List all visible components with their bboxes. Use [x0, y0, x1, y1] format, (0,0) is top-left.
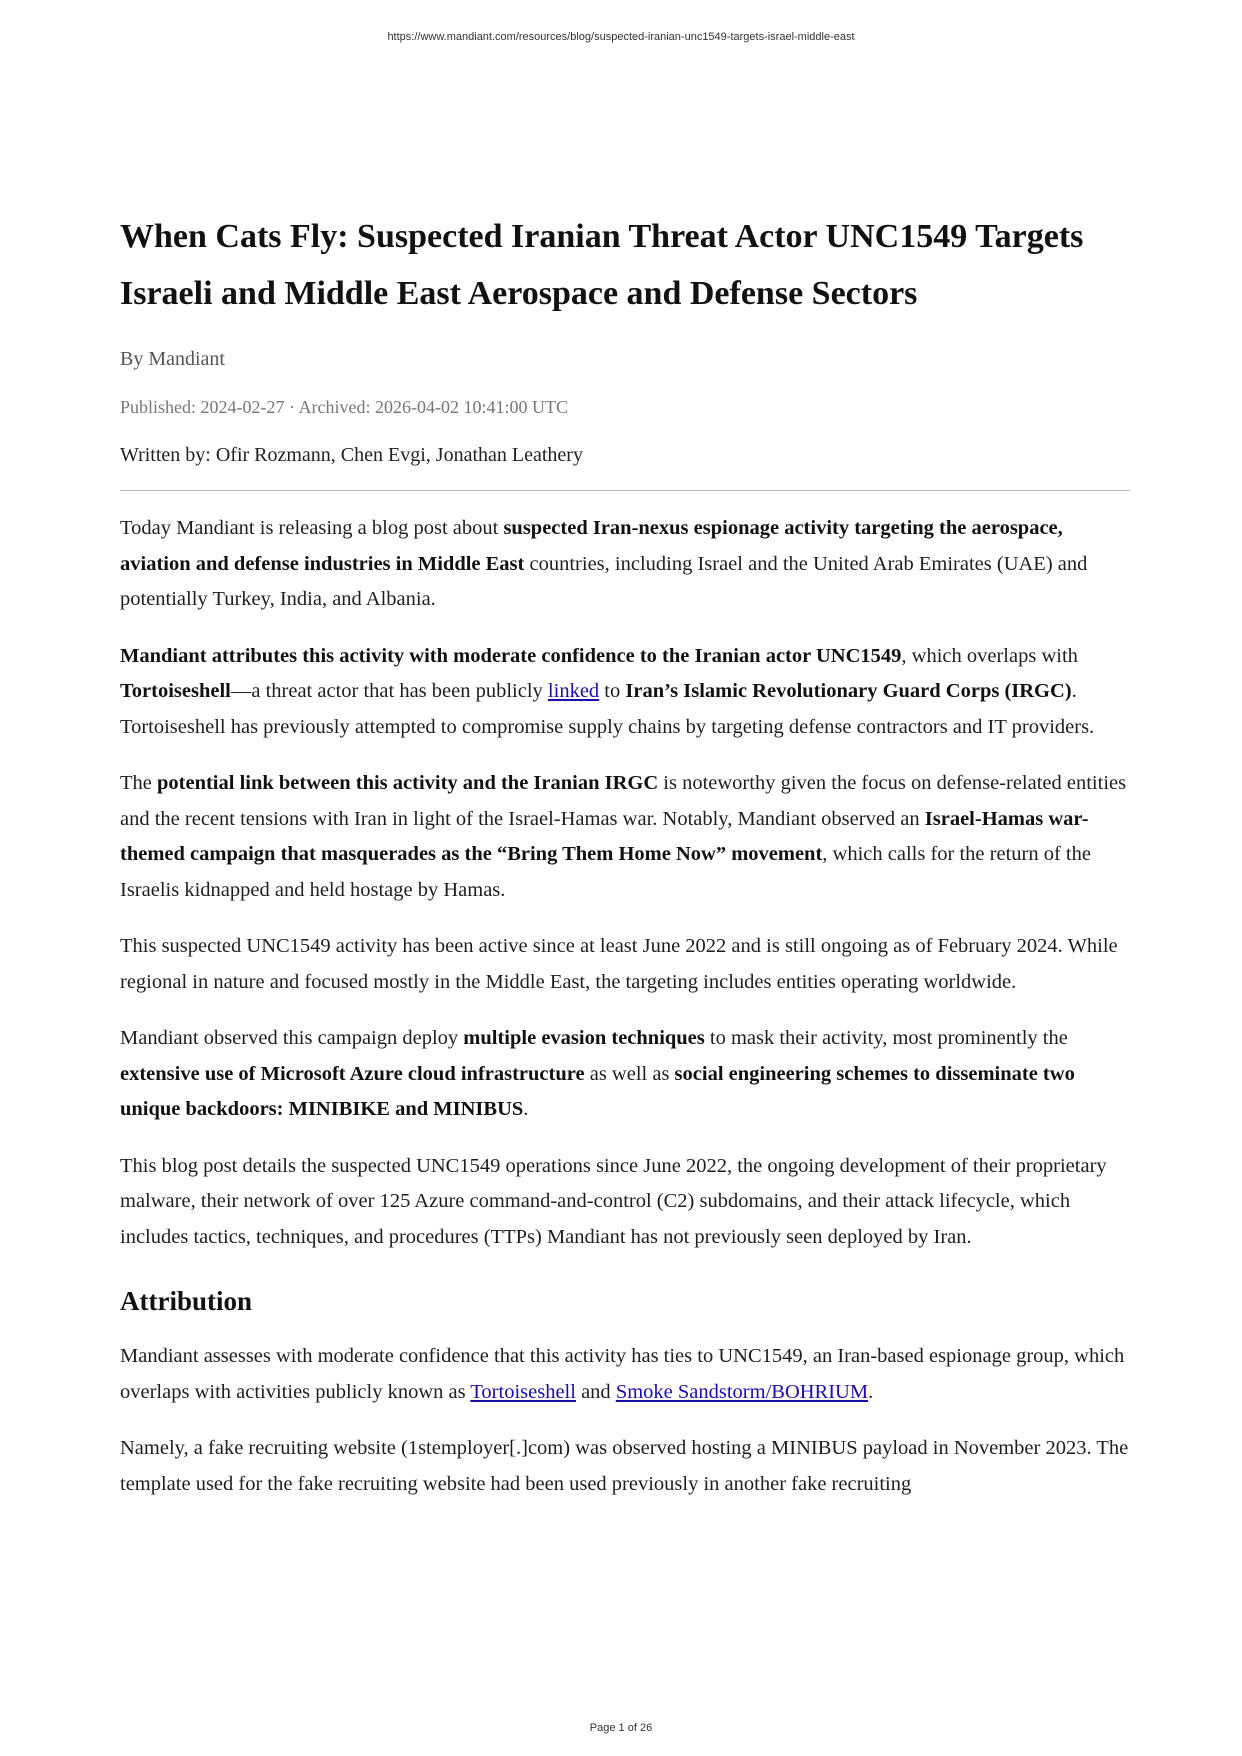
bold-run: Israel-Hamas war-themed campaign that masquerades as the “Bring Them Home Now” movement [120, 807, 1089, 865]
text-run: Mandiant assesses with moderate confidence that this activity has ties to UNC1549, an Iran-based espionage group, which overlaps with activities publicly known as [120, 1345, 1125, 1403]
authors: Written by: Ofir Rozmann, Chen Evgi, Jonathan Leathery [120, 444, 583, 466]
section-heading-attribution: Attribution [120, 1286, 253, 1316]
smoke-sandstorm-link[interactable]: Smoke Sandstorm/BOHRIUM [615, 1380, 869, 1403]
tortoiseshell-link[interactable]: Tortoiseshell [470, 1380, 576, 1403]
text-run: . Tortoiseshell has previously attempted to compromise supply chains by targeting defense contractors and IT providers. [120, 680, 1095, 738]
page-url-header: https://www.mandiant.com/resources/blog/suspected-iranian-unc1549-targets-israel-middle-east [387, 31, 855, 43]
bold-run: extensive use of Microsoft Azure cloud infrastructure [120, 1062, 585, 1085]
text-run: , which calls for the return of the Israelis kidnapped and held hostage by Hamas. [120, 843, 1091, 901]
paragraph-attribution-summary [120, 639, 1130, 746]
text-run: countries, including Israel and the United Arab Emirates (UAE) and potentially Turkey, India, and Albania. [120, 552, 1088, 610]
text-run: to mask their activity, most prominently the [704, 1027, 1068, 1049]
bold-run: social engineering schemes to disseminate two unique backdoors: MINIBIKE and MINIBUS [120, 1062, 1075, 1120]
byline: By Mandiant [120, 348, 225, 370]
paragraph-intro [120, 511, 1130, 618]
divider [120, 490, 1130, 491]
text-run: Mandiant observed this campaign deploy [120, 1027, 464, 1049]
bold-run: multiple evasion techniques [463, 1027, 705, 1049]
text-run: as well as [584, 1062, 675, 1085]
text-run: , which overlaps with [901, 644, 1078, 667]
bold-run: Iran’s Islamic Revolutionary Guard Corps (IRGC) [625, 680, 1072, 702]
paragraph-attribution [120, 1339, 1130, 1410]
paragraph-fake-recruiting: Namely, a fake recruiting website (1stemployer[.]com) was observed hosting a MINIBUS payload in November 2023. The template used for the fake recruiting website had been used previously in another fake recruiting [120, 1437, 1129, 1495]
text-run: The [120, 772, 157, 794]
text-run: . [868, 1380, 874, 1403]
paragraph-evasion [120, 1021, 1130, 1128]
paragraph-overview: This blog post details the suspected UNC1549 operations since June 2022, the ongoing development of their proprietary malware, their network of over 125 Azure command-and-control (C2) subdomains, and their attack lifecycle, which includes tactics, techniques, and procedures (TTPs) Mandiant has not previously seen deployed by Iran. [120, 1154, 1107, 1248]
page-number: Page 1 of 26 [589, 1722, 653, 1734]
text-run: to [599, 680, 626, 702]
text-run: Today Mandiant is releasing a blog post about [120, 517, 504, 539]
text-run: is noteworthy given the focus on defense-related entities and the recent tensions with Iran in light of the Israel-Hamas war. Notably, Mandiant observed an [120, 772, 1127, 830]
linked-link[interactable]: linked [547, 680, 600, 702]
text-run: —a threat actor that has been publicly [230, 680, 548, 702]
text-run: . [523, 1098, 529, 1120]
bold-run: Tortoiseshell [120, 680, 231, 702]
bold-run: potential link between this activity and the Iranian IRGC [157, 772, 659, 794]
article-title: When Cats Fly: Suspected Iranian Threat Actor UNC1549 Targets Israeli and Middle East Aerospace and Defense Sectors [120, 218, 1084, 312]
paragraph-irgc-link [120, 766, 1130, 908]
bold-run: suspected Iran-nexus espionage activity targeting the aerospace, aviation and defense industries in Middle East [120, 517, 1063, 575]
paragraph-timeline: This suspected UNC1549 activity has been active since at least June 2022 and is still ongoing as of February 2024. While regional in nature and focused mostly in the Middle East, the targeting includes entities operating worldwide. [120, 935, 1118, 993]
publish-meta: Published: 2024-02-27 · Archived: 2026-04-02 10:41:00 UTC [120, 397, 568, 417]
text-run: and [575, 1380, 616, 1403]
article [120, 208, 1130, 1523]
bold-run: Mandiant attributes this activity with moderate confidence to the Iranian actor UNC1549 [120, 644, 902, 667]
